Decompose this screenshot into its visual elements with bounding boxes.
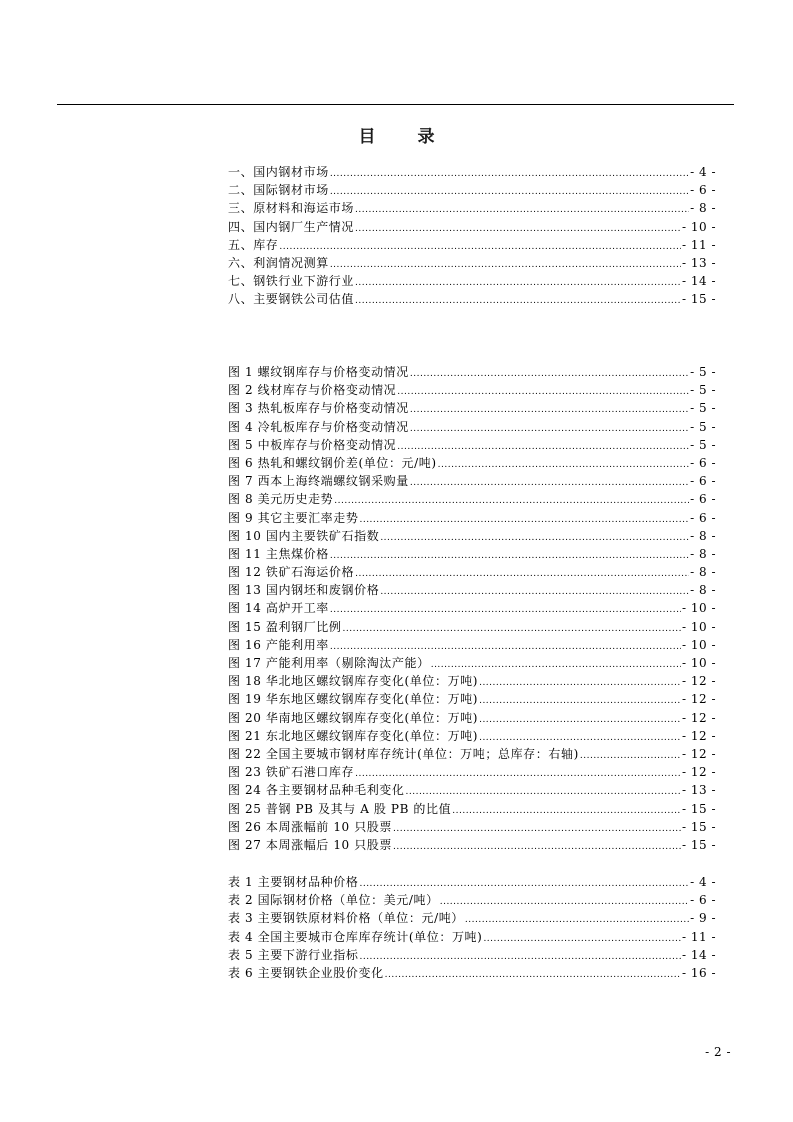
toc-table-entry[interactable] [228,909,716,927]
toc-figure-entry[interactable] [228,636,716,654]
toc-figure-entry-label: 图 21 东北地区螺纹钢库存变化(单位：万吨) [228,728,479,743]
toc-figure-entry[interactable] [228,781,716,799]
toc-section-entry[interactable] [228,272,716,290]
toc-figure-entry-page-number: - 5 - [690,401,716,416]
dot-leader [359,515,689,525]
dot-leader [406,787,681,797]
toc-section-entry[interactable] [228,290,716,308]
toc-figure-entry-label: 图 25 普钢 PB 及其与 A 股 PB 的比值 [228,801,452,816]
toc-figure-entry-page-number: - 8 - [690,528,716,543]
toc-section-entry-page-number: - 8 - [690,201,716,216]
dot-leader [330,187,689,197]
toc-figure-entry-page-number: - 12 - [681,765,716,780]
toc-figure-entry-page-number: - 10 - [681,619,716,634]
dot-leader [343,624,681,634]
toc-figure-entry[interactable] [228,509,716,527]
toc-figure-entry-label: 图 20 华南地区螺纹钢库存变化(单位：万吨) [228,710,479,725]
toc-table-entry-label: 表 1 主要钢材品种价格 [228,875,359,889]
toc-figure-entry-page-number: - 6 - [690,510,716,525]
dot-leader [479,678,681,688]
toc-figure-entry[interactable] [228,454,716,472]
toc-figure-entry-label: 图 3 热轧板库存与价格变动情况 [228,401,409,416]
toc-figure-entry[interactable] [228,472,716,490]
dot-leader [380,533,689,543]
toc-figure-entry-page-number: - 15 - [681,837,716,852]
dot-leader [431,660,681,670]
toc-figure-entry-page-number: - 10 - [681,637,716,652]
toc-figure-entry[interactable] [228,490,716,508]
toc-table-entry-page-number: - 6 - [690,893,716,908]
toc-figure-entry-page-number: - 6 - [690,474,716,489]
toc-section-entry[interactable] [228,236,716,254]
dot-leader [330,642,681,652]
toc-figure-entry-page-number: - 10 - [681,601,716,616]
dot-leader [330,551,689,561]
toc-table-entry-label: 表 3 主要钢铁原材料价格（单位：元/吨） [228,911,464,926]
toc-section-entry-label: 一、国内钢材市场 [228,165,329,179]
toc-figure-entry[interactable] [228,545,716,563]
dot-leader [410,369,689,379]
toc-figure-entry-label: 图 12 铁矿石海运价格 [228,565,355,580]
toc-section-entry-label: 四、国内钢厂生产情况 [228,219,355,234]
toc-section-entry-label: 三、原材料和海运市场 [228,201,355,216]
dot-leader [479,715,681,725]
toc-section-entry[interactable] [228,199,716,217]
toc-table-entry-page-number: - 16 - [681,965,716,980]
dot-leader [479,733,681,743]
toc-section-entry-label: 八、主要钢铁公司估值 [228,292,355,307]
dot-leader [334,496,689,506]
toc-figure-entry-label: 图 5 中板库存与价格变动情况 [228,437,397,452]
toc-table-entry-label: 表 6 主要钢铁企业股价变化 [228,965,384,980]
toc-tables-list [228,873,716,982]
toc-figure-entry-page-number: - 12 - [681,710,716,725]
toc-figure-entry[interactable] [228,763,716,781]
dot-leader [330,169,689,179]
toc-section-entry-label: 七、钢铁行业下游行业 [228,274,355,289]
toc-section-entry-label: 五、库存 [228,237,279,252]
dot-leader [465,915,689,925]
toc-section-entry[interactable] [228,218,716,236]
toc-section-entry-page-number: - 10 - [681,219,716,234]
toc-figure-entry[interactable] [228,727,716,745]
toc-figure-entry[interactable] [228,599,716,617]
toc-table-entry-page-number: - 9 - [690,911,716,926]
dot-leader [397,387,689,397]
toc-figure-entry[interactable] [228,618,716,636]
toc-figure-entry-label: 图 17 产能利用率（剔除淘汰产能） [228,656,430,670]
toc-figure-entry-label: 图 26 本周涨幅前 10 只股票 [228,819,392,834]
toc-table-entry[interactable] [228,928,716,946]
toc-figure-entry[interactable] [228,563,716,581]
toc-section-entry-page-number: - 6 - [690,183,716,198]
toc-figure-entry-page-number: - 12 - [681,692,716,707]
dot-leader [330,260,681,270]
toc-figure-entry-page-number: - 12 - [681,746,716,761]
toc-figure-entry-label: 图 14 高炉开工率 [228,601,329,616]
toc-figure-entry[interactable] [228,654,716,672]
toc-figure-entry-page-number: - 15 - [681,801,716,816]
dot-leader [580,751,681,761]
toc-figure-entry-label: 图 10 国内主要铁矿石指数 [228,528,380,543]
toc-section-entry[interactable] [228,181,716,199]
toc-figure-entry-label: 图 7 西本上海终端螺纹钢采购量 [228,474,409,489]
toc-figure-entry[interactable] [228,399,716,417]
toc-figure-entry-label: 图 23 铁矿石港口库存 [228,765,355,780]
dot-leader [355,278,681,288]
dot-leader [483,934,681,944]
toc-sections-list [228,163,716,309]
toc-figure-entry-label: 图 16 产能利用率 [228,637,329,652]
toc-table-entry-label: 表 2 国际钢材价格（单位：美元/吨） [228,893,439,908]
toc-figure-entry[interactable] [228,436,716,454]
toc-figure-entry[interactable] [228,836,716,854]
dot-leader [410,424,689,434]
toc-figure-entry-page-number: - 6 - [690,455,716,470]
toc-figure-entry-page-number: - 5 - [690,419,716,434]
toc-section-entry-page-number: - 4 - [690,165,716,179]
toc-section-entry-page-number: - 11 - [681,237,716,252]
toc-table-entry-label: 表 5 主要下游行业指标 [228,947,359,962]
toc-figure-entry[interactable] [228,527,716,545]
toc-figure-entry[interactable] [228,672,716,690]
toc-section-entry-page-number: - 15 - [681,292,716,307]
toc-figure-entry[interactable] [228,418,716,436]
toc-section-entry-page-number: - 13 - [681,255,716,270]
toc-figure-entry-label: 图 13 国内钢坯和废钢价格 [228,583,380,598]
toc-figure-entry-label: 图 15 盈利钢厂比例 [228,619,342,634]
toc-figure-entry[interactable] [228,690,716,708]
dot-leader [330,605,681,615]
toc-figure-entry-page-number: - 12 - [681,728,716,743]
dot-leader [438,460,689,470]
dot-leader [355,224,681,234]
toc-figure-entry[interactable] [228,381,716,399]
toc-figure-entry-label: 图 19 华东地区螺纹钢库存变化(单位：万吨) [228,692,479,707]
toc-figure-entry-label: 图 22 全国主要城市钢材库存统计(单位：万吨；总库存：右轴) [228,746,579,761]
dot-leader [410,478,689,488]
toc-figure-entry-label: 图 6 热轧和螺纹钢价差(单位：元/吨) [228,455,437,470]
dot-leader [380,587,689,597]
dot-leader [440,897,689,907]
header-rule [57,104,734,105]
dot-leader [385,970,681,980]
toc-figure-entry[interactable] [228,818,716,836]
dot-leader [393,824,681,834]
toc-figure-entry[interactable] [228,363,716,381]
toc-figure-entry-page-number: - 6 - [690,492,716,507]
toc-figure-entry-label: 图 27 本周涨幅后 10 只股票 [228,837,392,852]
toc-section-entry-label: 二、国际钢材市场 [228,183,329,198]
dot-leader [279,242,681,252]
toc-section-entry[interactable] [228,163,716,181]
toc-table-entry-page-number: - 4 - [690,875,716,889]
toc-table-entry-page-number: - 11 - [681,929,716,944]
toc-section-entry[interactable] [228,254,716,272]
toc-figure-entry-page-number: - 5 - [690,383,716,398]
toc-table-entry-page-number: - 14 - [681,947,716,962]
toc-title: 目 录 [358,127,453,147]
toc-figure-entry-label: 图 4 冷轧板库存与价格变动情况 [228,419,409,434]
toc-section-entry-page-number: - 14 - [681,274,716,289]
toc-figure-entry[interactable] [228,709,716,727]
toc-table-entry[interactable] [228,873,716,891]
toc-figures-list [228,363,716,854]
toc-figure-entry-page-number: - 15 - [681,819,716,834]
toc-figure-entry-page-number: - 8 - [690,546,716,561]
toc-figure-entry-label: 图 11 主焦煤价格 [228,546,329,561]
dot-leader [355,569,689,579]
toc-figure-entry-label: 图 1 螺纹钢库存与价格变动情况 [228,365,409,379]
dot-leader [393,842,681,852]
dot-leader [359,879,689,889]
toc-figure-entry-page-number: - 5 - [690,365,716,379]
toc-figure-entry[interactable] [228,800,716,818]
toc-figure-entry-label: 图 8 美元历史走势 [228,492,334,507]
toc-table-entry[interactable] [228,946,716,964]
toc-figure-entry[interactable] [228,581,716,599]
toc-figure-entry-page-number: - 12 - [681,674,716,689]
toc-figure-entry-label: 图 18 华北地区螺纹钢库存变化(单位：万吨) [228,674,479,689]
toc-figure-entry-label: 图 2 线材库存与价格变动情况 [228,383,397,398]
dot-leader [410,405,689,415]
toc-section-entry-label: 六、利润情况测算 [228,255,329,270]
dot-leader [452,806,681,816]
page-number: - 2 - [705,1045,731,1059]
toc-figure-entry-page-number: - 13 - [681,783,716,798]
dot-leader [355,205,689,215]
dot-leader [359,952,681,962]
dot-leader [397,442,689,452]
toc-table-entry[interactable] [228,964,716,982]
toc-figure-entry-page-number: - 10 - [681,656,716,670]
toc-figure-entry-label: 图 9 其它主要汇率走势 [228,510,359,525]
dot-leader [479,696,681,706]
toc-table-entry-label: 表 4 全国主要城市仓库库存统计(单位：万吨) [228,929,483,944]
toc-figure-entry[interactable] [228,745,716,763]
dot-leader [355,769,681,779]
toc-figure-entry-label: 图 24 各主要钢材品种毛利变化 [228,783,405,798]
toc-table-entry[interactable] [228,891,716,909]
toc-figure-entry-page-number: - 5 - [690,437,716,452]
dot-leader [355,296,681,306]
toc-figure-entry-page-number: - 8 - [690,583,716,598]
toc-figure-entry-page-number: - 8 - [690,565,716,580]
